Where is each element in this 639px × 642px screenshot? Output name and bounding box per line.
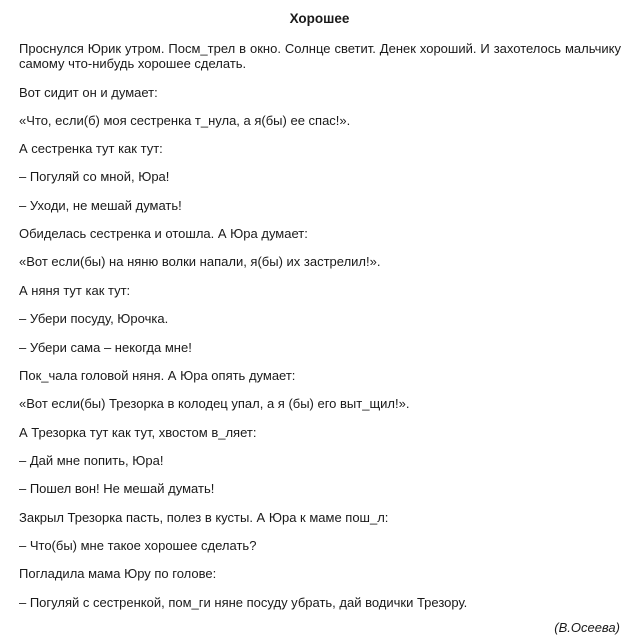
paragraph: – Пошел вон! Не мешай думать!	[19, 481, 215, 496]
paragraph: «Что, если(б) моя сестренка т_нула, а я(бы) ее спас!».	[19, 113, 351, 128]
paragraph: Проснулся Юрик утром. Посм_трел в окно. Солнце светит. Денек хороший. И захотелось мальчику самому что-нибудь хорошее сделать.	[19, 41, 621, 71]
paragraph: Вот сидит он и думает:	[19, 85, 158, 100]
document-title: Хорошее	[289, 11, 350, 26]
paragraph: – Погуляй с сестренкой, пом_ги няне посуду убрать, дай водички Трезору.	[19, 595, 468, 610]
paragraph: Закрыл Трезорка пасть, полез в кусты. А Юра к маме пош_л:	[19, 510, 389, 525]
paragraph: Погладила мама Юру по голове:	[19, 566, 217, 581]
paragraph: А сестренка тут как тут:	[19, 141, 163, 156]
paragraph: – Уходи, не мешай думать!	[19, 198, 182, 213]
paragraph: Пок_чала головой няня. А Юра опять думает:	[19, 368, 296, 383]
paragraph: – Дай мне попить, Юра!	[19, 453, 164, 468]
paragraph: А няня тут как тут:	[19, 283, 131, 298]
paragraph: «Вот если(бы) Трезорка в колодец упал, а я (бы) его выт_щил!».	[19, 396, 410, 411]
paragraph: Обиделась сестренка и отошла. А Юра думает:	[19, 226, 308, 241]
paragraph: – Убери сама – некогда мне!	[19, 340, 192, 355]
paragraph: – Что(бы) мне такое хорошее сделать?	[19, 538, 257, 553]
paragraph: – Убери посуду, Юрочка.	[19, 311, 169, 326]
author-attribution: (В.Осеева)	[554, 620, 620, 635]
paragraph: «Вот если(бы) на няню волки напали, я(бы) их застрелил!».	[19, 254, 381, 269]
paragraph: – Погуляй со мной, Юра!	[19, 169, 170, 184]
paragraph: А Трезорка тут как тут, хвостом в_ляет:	[19, 425, 257, 440]
